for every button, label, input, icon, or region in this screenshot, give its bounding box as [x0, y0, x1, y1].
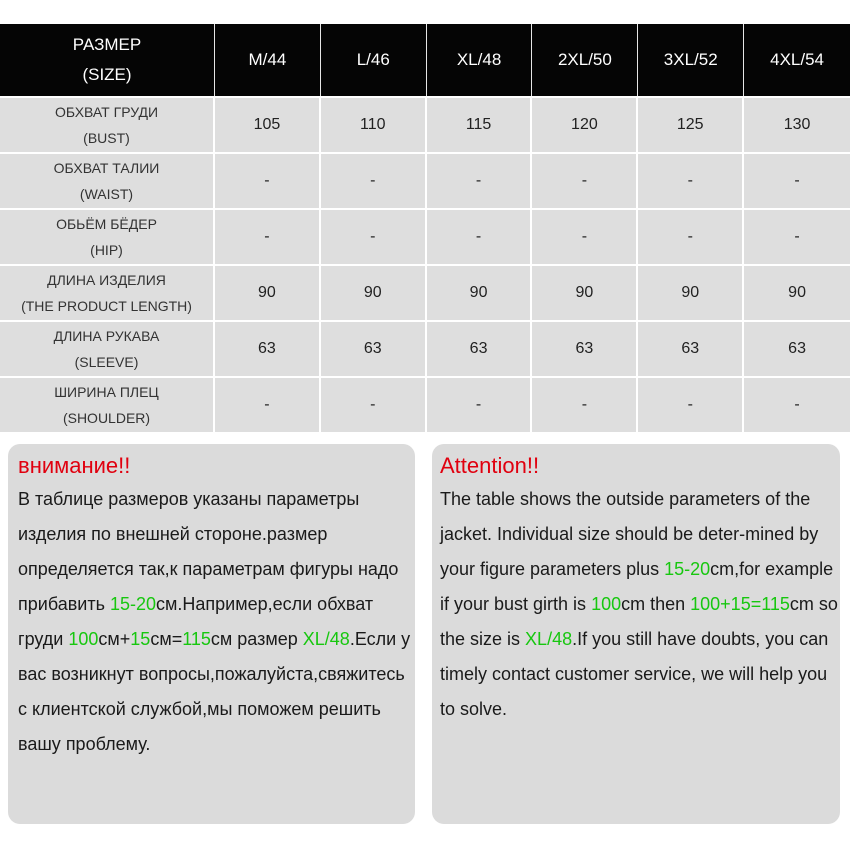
- param-label: [0, 376, 215, 432]
- table-row: [0, 376, 850, 432]
- size-col-header: L/46: [321, 24, 427, 96]
- highlight-text: 115: [182, 629, 211, 649]
- size-col-header: 4XL/54: [744, 24, 850, 96]
- param-label-en: (HIP): [90, 242, 123, 258]
- table-cell: -: [427, 152, 533, 208]
- table-cell: 90: [532, 264, 638, 320]
- note-text: cm so the size is: [440, 594, 838, 649]
- note-text: The table shows the outside parameters of the jacket. Individual size should be deter-mined by your figure parameters plus: [440, 489, 819, 579]
- note-text: см+: [98, 629, 131, 649]
- size-header-label: [0, 24, 215, 96]
- table-cell: 90: [744, 264, 850, 320]
- note-body-en: [440, 482, 840, 727]
- table-cell: -: [321, 376, 427, 432]
- table-row: [0, 208, 850, 264]
- table-cell: -: [321, 152, 427, 208]
- param-label-ru: ОБХВАТ ГРУДИ: [54, 104, 159, 120]
- param-label-en: (SLEEVE): [74, 354, 139, 370]
- table-cell: -: [532, 376, 638, 432]
- table-cell: 63: [532, 320, 638, 376]
- note-text: см.Например,если обхват груди: [18, 594, 374, 649]
- size-col-header: XL/48: [427, 24, 533, 96]
- note-title-en: Attention!!: [440, 453, 540, 478]
- table-cell: 63: [321, 320, 427, 376]
- size-chart-table: [0, 24, 850, 432]
- size-col-header: 2XL/50: [532, 24, 638, 96]
- table-cell: 63: [638, 320, 744, 376]
- table-cell: -: [215, 152, 321, 208]
- size-col-header: 3XL/52: [638, 24, 744, 96]
- table-cell: -: [532, 152, 638, 208]
- table-cell: -: [215, 208, 321, 264]
- highlight-text: 15-20: [109, 594, 157, 614]
- table-row: [0, 152, 850, 208]
- table-cell: -: [744, 376, 850, 432]
- param-label-ru: ДЛИНА ИЗДЕЛИЯ: [47, 272, 166, 288]
- note-text: В таблице размеров указаны параметры изделия по внешней стороне.размер определяется так,к параметрам фигуры надо прибавить: [18, 489, 399, 614]
- highlight-text: 15: [130, 629, 151, 649]
- note-text: см=: [150, 629, 183, 649]
- highlight-text: 15-20: [664, 559, 711, 579]
- note-text: .If you still have doubts, you can timely contact customer service, we will help you to solve.: [440, 629, 829, 719]
- param-label-ru: ШИРИНА ПЛЕЦ: [54, 384, 159, 400]
- param-label: [0, 96, 215, 152]
- param-label: [0, 208, 215, 264]
- size-label-en: (SIZE): [82, 65, 132, 84]
- table-cell: -: [638, 208, 744, 264]
- table-cell: -: [427, 208, 533, 264]
- param-label-en: (SHOULDER): [62, 410, 151, 426]
- param-label: [0, 320, 215, 376]
- note-title-ru: внимание!!: [18, 453, 131, 478]
- size-label-ru: РАЗМЕР: [72, 35, 142, 54]
- table-cell: 63: [427, 320, 533, 376]
- table-cell: 130: [744, 96, 850, 152]
- table-cell: 90: [215, 264, 321, 320]
- highlight-text: XL/48: [525, 629, 573, 649]
- table-cell: 105: [215, 96, 321, 152]
- table-cell: -: [744, 208, 850, 264]
- param-label-ru: ДЛИНА РУКАВА: [53, 328, 160, 344]
- table-cell: 115: [427, 96, 533, 152]
- highlight-text: 100+15=115: [690, 594, 790, 614]
- param-label-en: (WAIST): [79, 186, 134, 202]
- table-cell: -: [321, 208, 427, 264]
- table-cell: 120: [532, 96, 638, 152]
- table-cell: 90: [427, 264, 533, 320]
- note-text: cm,for example if your bust girth is: [440, 559, 834, 614]
- param-label-ru: ОБХВАТ ТАЛИИ: [53, 160, 160, 176]
- table-cell: -: [215, 376, 321, 432]
- note-text: см размер: [210, 629, 303, 649]
- highlight-text: XL/48: [302, 629, 350, 649]
- table-cell: 125: [638, 96, 744, 152]
- note-panel-en: [432, 444, 840, 824]
- table-cell: -: [638, 376, 744, 432]
- table-cell: 63: [215, 320, 321, 376]
- note-body-ru: [18, 482, 415, 762]
- table-cell: 90: [638, 264, 744, 320]
- table-cell: 110: [321, 96, 427, 152]
- size-col-header: M/44: [215, 24, 321, 96]
- table-cell: 90: [321, 264, 427, 320]
- highlight-text: 100: [68, 629, 99, 649]
- table-cell: -: [427, 376, 533, 432]
- param-label: [0, 264, 215, 320]
- table-cell: -: [638, 152, 744, 208]
- table-cell: -: [744, 152, 850, 208]
- param-label: [0, 152, 215, 208]
- table-row: [0, 96, 850, 152]
- param-label-ru: ОБЬЁМ БЁДЕР: [56, 216, 157, 232]
- param-label-en: (THE PRODUCT LENGTH): [21, 298, 192, 314]
- param-label-en: (BUST): [83, 130, 130, 146]
- note-text: cm then: [621, 594, 691, 614]
- table-cell: -: [532, 208, 638, 264]
- note-text: .Если у вас возникнут вопросы,пожалуйста,свяжитесь с клиентской службой,мы поможем решить вашу проблему.: [18, 629, 411, 754]
- table-cell: 63: [744, 320, 850, 376]
- table-row: [0, 264, 850, 320]
- table-row: [0, 320, 850, 376]
- note-panel-ru: [8, 444, 415, 824]
- size-header-row: [0, 24, 850, 96]
- highlight-text: 100: [591, 594, 622, 614]
